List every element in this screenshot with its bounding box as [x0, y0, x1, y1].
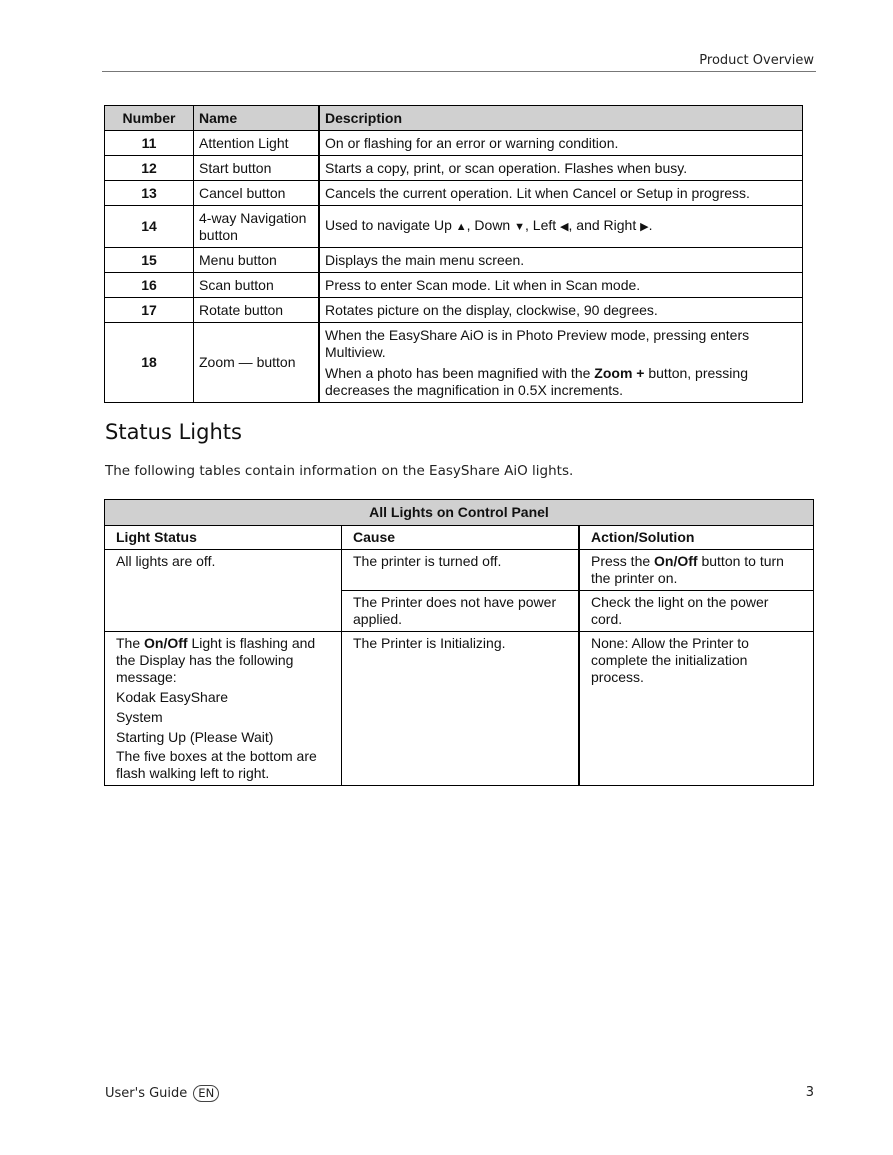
row-description: Rotates picture on the display, clockwise, 90 degrees.	[319, 298, 803, 323]
row-description	[319, 323, 803, 403]
table-header-row	[105, 106, 803, 131]
page-number: 3	[805, 1085, 814, 1100]
column-header-number: Number	[105, 106, 194, 131]
table-header-row	[105, 526, 814, 550]
zoom-description-paragraph-2	[325, 365, 797, 399]
table-row	[105, 632, 814, 786]
action-cell	[579, 550, 814, 591]
row-name: Cancel button	[194, 181, 320, 206]
row-number: 12	[105, 156, 194, 181]
nav-text-up: Used to navigate Up	[325, 217, 452, 233]
row-name: Start button	[194, 156, 320, 181]
on-off-label: On/Off	[144, 635, 188, 651]
column-header-cause: Cause	[342, 526, 580, 550]
row-name: Rotate button	[194, 298, 320, 323]
header-divider	[102, 71, 816, 72]
row-description: Cancels the current operation. Lit when Cancel or Setup in progress.	[319, 181, 803, 206]
action-cell: None: Allow the Printer to complete the initialization process.	[579, 632, 814, 786]
footer-guide	[105, 1085, 219, 1102]
cause-cell: The printer is turned off.	[342, 550, 580, 591]
light-status-cell	[105, 632, 342, 786]
triangle-right-icon: ▶	[640, 221, 649, 233]
triangle-down-icon: ▼	[514, 221, 525, 233]
triangle-up-icon: ▲	[455, 221, 467, 233]
display-message-line: Kodak EasyShare	[116, 689, 229, 705]
row-description: Starts a copy, print, or scan operation. Flashes when busy.	[319, 156, 803, 181]
display-message-line: Starting Up (Please Wait)	[116, 729, 274, 745]
row-description: Press to enter Scan mode. Lit when in Scan mode.	[319, 273, 803, 298]
row-number: 11	[105, 131, 194, 156]
header-section-title: Product Overview	[699, 53, 814, 68]
row-name: Scan button	[194, 273, 320, 298]
table-row	[105, 298, 803, 323]
table-row	[105, 550, 814, 591]
lights-table	[104, 499, 814, 786]
product-overview-table	[104, 105, 803, 403]
table-row	[105, 181, 803, 206]
row-number: 13	[105, 181, 194, 206]
row-name: Attention Light	[194, 131, 320, 156]
table-caption: All Lights on Control Panel	[105, 500, 814, 526]
nav-text-down: , Down	[466, 217, 511, 233]
table-row	[105, 156, 803, 181]
zoom-text-after: button, pressing decreases the magnification in 0.5X increments.	[325, 364, 748, 398]
zoom-description-paragraph-1: When the EasyShare AiO is in Photo Preview mode, pressing enters Multiview.	[325, 326, 750, 360]
action-text-after: button to turn the printer on.	[591, 553, 784, 586]
section-heading: Status Lights	[105, 420, 242, 444]
row-description	[319, 206, 803, 248]
triangle-left-icon: ◀	[560, 221, 569, 233]
cause-cell: The Printer is Initializing.	[342, 632, 580, 786]
row-description: On or flashing for an error or warning condition.	[319, 131, 803, 156]
row-name: 4-way Navigation button	[194, 206, 320, 248]
row-name: Menu button	[194, 248, 320, 273]
status-text-before: The	[116, 635, 145, 651]
status-text-after: Light is flashing and the Display has the following message:	[116, 635, 316, 685]
footer-guide-label: User's Guide	[105, 1086, 188, 1101]
zoom-text-before: When a photo has been magnified with the	[325, 364, 595, 381]
table-row	[105, 206, 803, 248]
cause-cell: The Printer does not have power applied.	[342, 591, 580, 632]
nav-text-left: , Left	[525, 217, 557, 233]
row-number: 14	[105, 206, 194, 248]
action-text-before: Press the	[591, 553, 655, 569]
on-off-label: On/Off	[654, 553, 698, 569]
table-row	[105, 323, 803, 403]
row-number: 18	[105, 323, 194, 403]
column-header-description: Description	[319, 106, 803, 131]
nav-text-right: , and Right	[568, 217, 637, 233]
section-intro: The following tables contain information on the EasyShare AiO lights.	[105, 463, 574, 479]
row-number: 16	[105, 273, 194, 298]
table-row	[105, 131, 803, 156]
row-description: Displays the main menu screen.	[319, 248, 803, 273]
display-message-line: System	[116, 709, 163, 725]
display-message-line: The five boxes at the bottom are flash walking left to right.	[116, 748, 317, 781]
row-number: 15	[105, 248, 194, 273]
column-header-action: Action/Solution	[579, 526, 814, 550]
table-row	[105, 248, 803, 273]
language-badge: EN	[193, 1085, 219, 1102]
nav-text-end: .	[648, 217, 653, 233]
table-row	[105, 273, 803, 298]
zoom-plus-label: Zoom +	[594, 364, 645, 381]
action-cell: Check the light on the power cord.	[579, 591, 814, 632]
column-header-light-status: Light Status	[105, 526, 342, 550]
row-name: Zoom — button	[194, 323, 320, 403]
light-status-cell: All lights are off.	[105, 550, 342, 632]
table-caption-row	[105, 500, 814, 526]
column-header-name: Name	[194, 106, 320, 131]
row-number: 17	[105, 298, 194, 323]
